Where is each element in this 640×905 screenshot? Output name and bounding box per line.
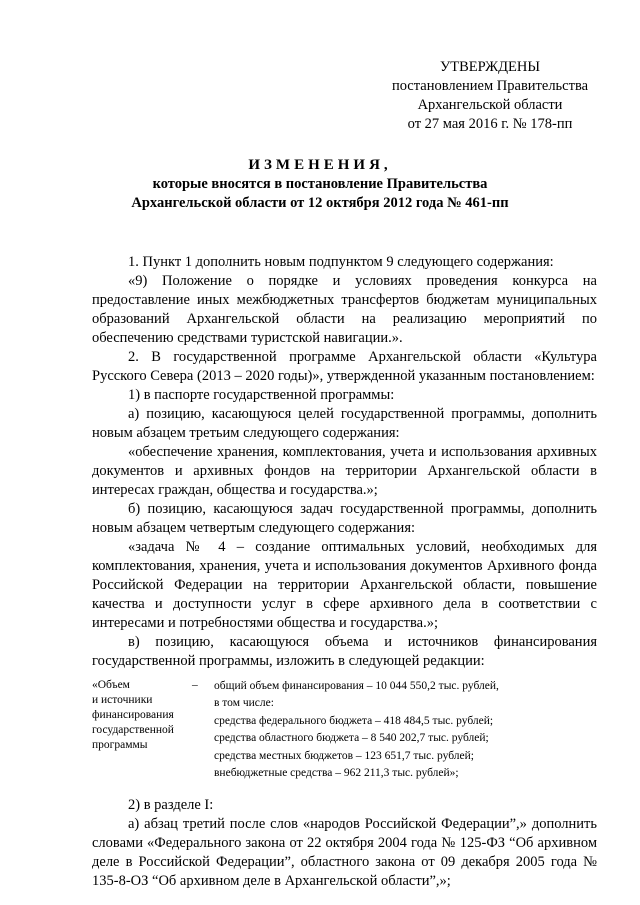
approval-line: Архангельской области bbox=[417, 97, 563, 113]
document-title bbox=[60, 156, 580, 213]
finance-value-line: внебюджетные средства – 962 211,3 тыс. рублей»; bbox=[214, 767, 459, 780]
paragraph: б) позицию, касающуюся задач государственной программы, дополнить новым абзацем четвертым следующего содержания: bbox=[92, 501, 597, 536]
title-subtitle: Архангельской области от 12 октября 2012 года № 461-пп bbox=[131, 195, 509, 211]
finance-label-line: и источники bbox=[92, 694, 153, 706]
approval-line: УТВЕРЖДЕНЫ bbox=[439, 59, 541, 75]
paragraph: а) абзац третий после слов «народов Российской Федерации”,» дополнить словами «Федерального закона от 22 октября 2004 года № 125-ФЗ “Об архивном деле в Российской Федерации”, областного закона от 09 декабря 2005 года № 135-8-ОЗ “Об архивном деле в Архангельской области”,»; bbox=[92, 816, 597, 890]
paragraph: 2) в разделе I: bbox=[128, 797, 214, 814]
document-body bbox=[92, 253, 597, 891]
approval-line: от 27 мая 2016 г. № 178-пп bbox=[407, 116, 573, 132]
finance-label-line: «Объем bbox=[92, 679, 130, 691]
approval-stamp bbox=[380, 58, 600, 134]
approval-line: постановлением Правительства bbox=[391, 78, 589, 94]
paragraph: 1) в паспорте государственной программы: bbox=[128, 387, 395, 403]
finance-table-values bbox=[214, 678, 597, 782]
finance-table-label bbox=[92, 678, 192, 782]
finance-dash: – bbox=[192, 679, 198, 691]
finance-value-line: в том числе: bbox=[214, 697, 274, 710]
finance-value-line: средства федерального бюджета – 418 484,5 тыс. рублей; bbox=[214, 714, 494, 727]
paragraph: в) позицию, касающуюся объема и источников финансирования государственной программы, изложить в следующей редакции: bbox=[92, 634, 597, 669]
title-subtitle: которые вносятся в постановление Правительства bbox=[152, 176, 488, 192]
finance-table bbox=[92, 678, 597, 782]
finance-label-line: программы bbox=[92, 739, 148, 751]
paragraph: «задача № 4 – создание оптимальных условий, необходимых для комплектования, хранения, учета и использования документов Архивного фонда Российской Федерации на территории Архангельской области, повышение качества и доступности услуг в сфере архивного дела в соответствии с интересами и потребностями общества и государства.»; bbox=[92, 539, 597, 631]
paragraph: 1. Пункт 1 дополнить новым подпунктом 9 следующего содержания: bbox=[128, 254, 554, 270]
paragraph: «обеспечение хранения, комплектования, учета и использования архивных документов и архивных фондов на территории Архангельской области в интересах граждан, общества и государства.»; bbox=[92, 444, 597, 498]
paragraph: 2. В государственной программе Архангельской области «Культура Русского Севера (2013 – 2020 годы)», утвержденной указанным постановлением: bbox=[92, 349, 597, 384]
title-main: ИЗМЕНЕНИЯ, bbox=[248, 157, 392, 173]
finance-value-line: средства местных бюджетов – 123 651,7 тыс. рублей; bbox=[214, 749, 474, 762]
finance-label-line: государственной bbox=[92, 724, 174, 736]
paragraph: а) позицию, касающуюся целей государственной программы, дополнить новым абзацем третьим следующего содержания: bbox=[92, 406, 597, 441]
paragraph: «9) Положение о порядке и условиях проведения конкурса на предоставление иных межбюджетных трансфертов бюджетам муниципальных образований Архангельской области на реализацию мероприятий по обеспечению средствами туристской навигации.». bbox=[92, 273, 597, 346]
finance-label-line: финансирования bbox=[92, 709, 174, 721]
finance-value-line: общий объем финансирования – 10 044 550,2 тыс. рублей, bbox=[214, 680, 499, 692]
finance-value-line: средства областного бюджета – 8 540 202,7 тыс. рублей; bbox=[214, 732, 489, 745]
